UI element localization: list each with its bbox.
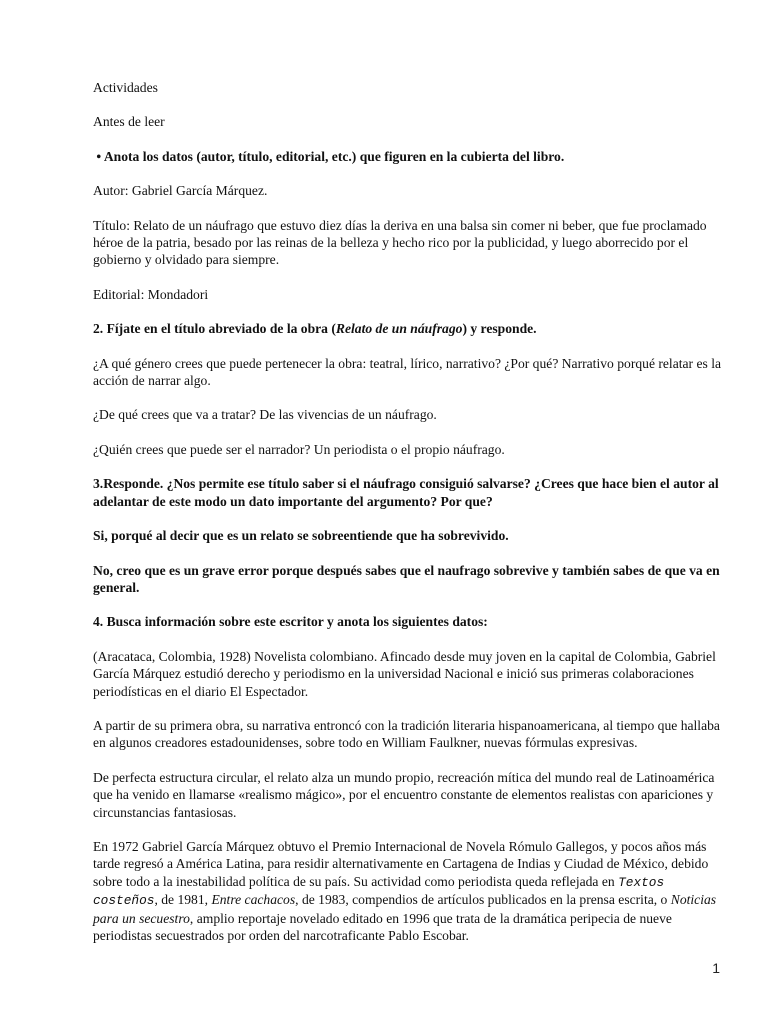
question-2 (93, 320, 725, 337)
publisher-line: Editorial: Mondadori (93, 286, 209, 302)
author-line: Autor: Gabriel García Márquez. (93, 183, 268, 199)
biography-paragraph-1: (Aracataca, Colombia, 1928) Novelista colombiano. Afincado desde muy joven en la capital de Colombia, Gabriel García Márquez estudió derecho y periodismo en la universidad Nacional e inició sus primeras colaboraciones periodísticas en el diario El Espectador. (93, 648, 716, 699)
question-2-book-title: Relato de un náufrago (335, 321, 463, 337)
biography-paragraph-3: De perfecta estructura circular, el relato alza un mundo propio, recreación mítica del mundo real de Latinoamérica que ha venido en llamarse «realismo mágico», por el encuentro constante de elementos realistas con apariciones y circunstancias fantasiosas. (93, 769, 715, 820)
subsection-title: Antes de leer (93, 114, 165, 130)
bio4-text-1: En 1972 Gabriel García Márquez obtuvo el Premio Internacional de Novela Rómulo Gallegos, y pocos años más tarde regresó a América Latina, para residir alternativamente en Cartagena de Indias y Ciudad de México, debido sobre todo a la inestabilidad política de su país. Su actividad como periodista queda reflejada en (93, 838, 709, 889)
task-1-text: Anota los datos (autor, título, editorial, etc.) que figuren en la cubierta del libro. (103, 148, 565, 164)
bio4-book-noticias: Noticias para un secuestro (93, 892, 717, 926)
bio4-book-textos-costenos: Textos costeños (93, 874, 665, 909)
bullet-icon: • (96, 148, 102, 164)
bio4-text-4: , amplio reportaje novelado editado en 1996 que trata de la dramática peripecia de nueve periodistas secuestrados por orden del narcotraficante Pablo Escobar. (93, 910, 672, 943)
question-2-answer-topic: ¿De qué crees que va a tratar? De las vivencias de un náufrago. (93, 407, 437, 423)
bio4-text-3: , de 1983, compendios de artículos publicados en la prensa escrita, o (295, 892, 671, 908)
document-body (93, 79, 725, 961)
question-3: 3.Responde. ¿Nos permite ese título saber si el náufrago consiguió salvarse? ¿Crees que hace bien el autor al adelantar de este modo un dato importante del argumento? Por que? (93, 476, 719, 509)
question-2-suffix: ) y responde. (462, 321, 537, 337)
task-1 (93, 148, 725, 165)
question-3-answer-2: No, creo que es un grave error porque después sabes que el naufrago sobrevive y también sabes de que va en general. (93, 562, 720, 595)
title-paragraph: Título: Relato de un náufrago que estuvo diez días la deriva en una balsa sin comer ni beber, que fue proclamado héroe de la patria, besado por las reinas de la belleza y hecho rico por la publicidad, y luego aborrecido por el gobierno y olvidado para siempre. (93, 217, 707, 268)
question-2-answer-narrator: ¿Quién crees que puede ser el narrador? Un periodista o el propio náufrago. (93, 441, 505, 457)
question-2-prefix: 2. Fíjate en el título abreviado de la obra ( (93, 321, 336, 337)
biography-paragraph-4 (93, 838, 725, 944)
page-number: 1 (712, 960, 720, 976)
question-4: 4. Busca información sobre este escritor y anota los siguientes datos: (93, 614, 488, 630)
question-2-answer-genre: ¿A qué género crees que puede pertenecer la obra: teatral, lírico, narrativo? ¿Por qué? Narrativo porqué relatar es la acción de narrar algo. (93, 355, 722, 389)
bio4-book-entre-cachacos: Entre cachacos (211, 892, 296, 908)
biography-paragraph-2: A partir de su primera obra, su narrativa entroncó con la tradición literaria hispanoamericana, al tiempo que hallaba en algunos creadores estadounidenses, sobre todo en William Faulkner, nuevas fórmulas expresivas. (93, 717, 720, 751)
question-3-answer-1: Si, porqué al decir que es un relato se sobreentiende que ha sobrevivido. (93, 528, 509, 544)
bio4-text-2: , de 1981, (154, 892, 212, 908)
section-title: Actividades (93, 80, 158, 95)
